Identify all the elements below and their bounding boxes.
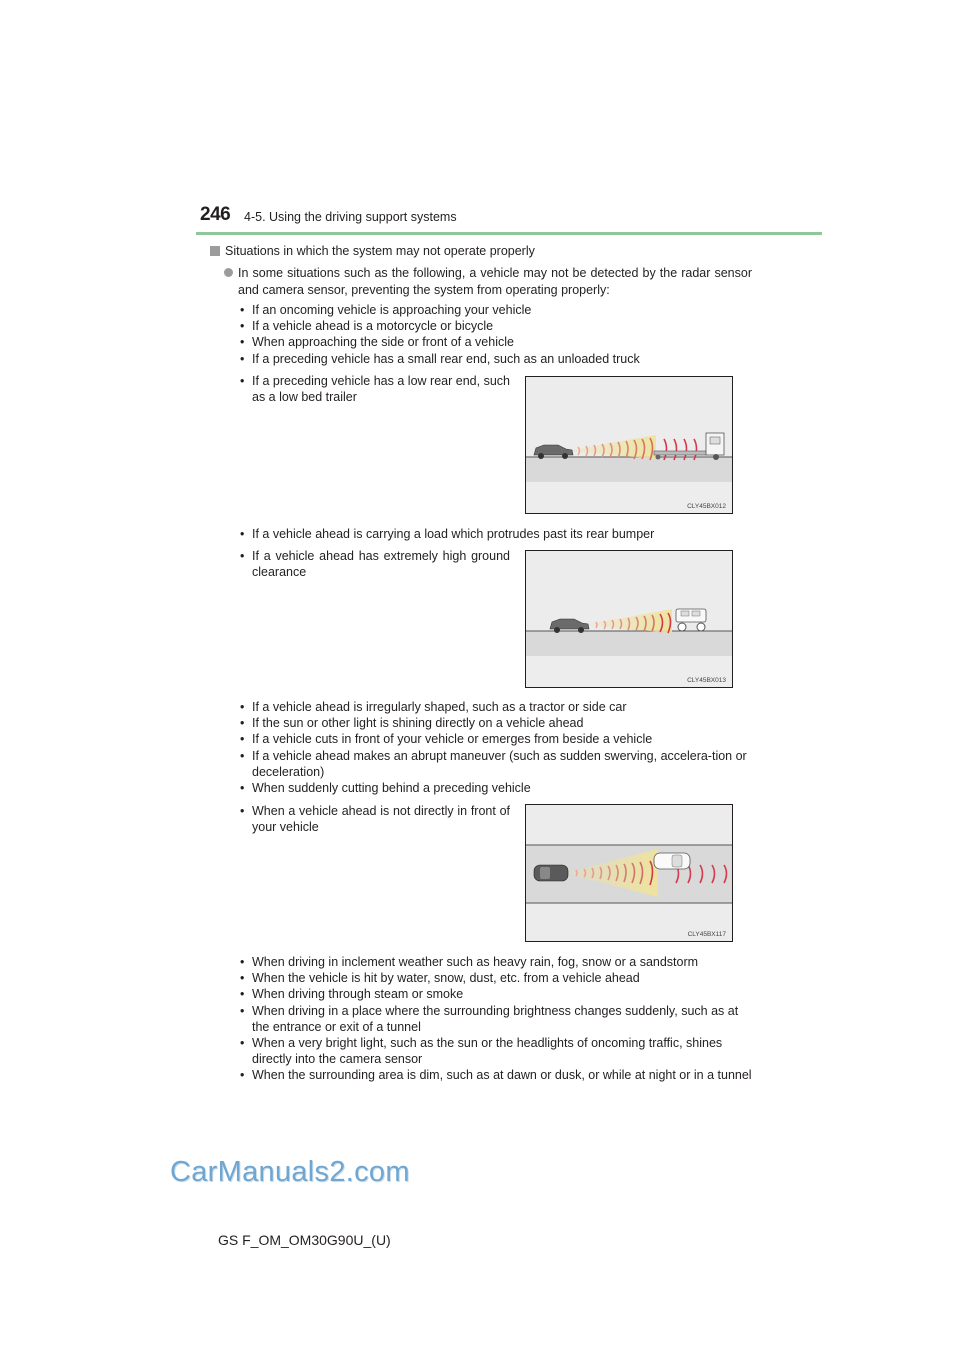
watermark-logo: CarManuals2.com bbox=[170, 1156, 410, 1188]
list-item: • If a vehicle ahead makes an abrupt maneuver (such as sudden swerving, accelera-tion or deceleration) bbox=[238, 748, 752, 780]
list-item: • If a preceding vehicle has a small rear end, such as an unloaded truck bbox=[238, 351, 752, 367]
page-number: 246 bbox=[200, 204, 231, 225]
list-item: • If a vehicle ahead is irregularly shaped, such as a tractor or side car bbox=[238, 699, 752, 715]
fig1-caption: • If a preceding vehicle has a low rear end, such as a low bed trailer bbox=[238, 373, 510, 405]
condition-list-2 bbox=[238, 526, 752, 542]
list-item: • When a very bright light, such as the sun or the headlights of oncoming traffic, shines directly into the camera sensor bbox=[238, 1035, 752, 1067]
condition-list-3 bbox=[238, 699, 752, 796]
subsection-heading-text: Situations in which the system may not operate properly bbox=[225, 244, 535, 258]
offset-vehicle-top-icon bbox=[654, 853, 690, 869]
fig1-illustration bbox=[525, 376, 733, 514]
condition-list-1 bbox=[238, 302, 752, 367]
list-item: • If a vehicle ahead is a motorcycle or bicycle bbox=[238, 318, 752, 334]
footer-code: GS F_OM_OM30G90U_(U) bbox=[218, 1232, 391, 1248]
header-rule bbox=[196, 232, 822, 235]
intro-text: In some situations such as the following, a vehicle may not be detected by the radar sensor and camera sensor, preventing the system from operating properly: bbox=[238, 266, 752, 297]
list-item: • When approaching the side or front of a vehicle bbox=[238, 334, 752, 350]
square-bullet-icon bbox=[210, 246, 220, 256]
list-item: • When the vehicle is hit by water, snow, dust, etc. from a vehicle ahead bbox=[238, 970, 752, 986]
fig3-code: CLY45BX117 bbox=[687, 931, 726, 938]
fig2-caption: • If a vehicle ahead has extremely high ground clearance bbox=[238, 548, 510, 580]
condition-list-4 bbox=[238, 954, 752, 1084]
offset-vehicle-scene bbox=[526, 805, 732, 941]
circle-bullet-icon bbox=[224, 268, 233, 277]
list-item: • When driving in a place where the surrounding brightness changes suddenly, such as at the entrance or exit of a tunnel bbox=[238, 1003, 752, 1035]
list-item: • If the sun or other light is shining directly on a vehicle ahead bbox=[238, 715, 752, 731]
list-item: • When the surrounding area is dim, such as at dawn or dusk, or while at night or in a tunnel bbox=[238, 1067, 752, 1083]
list-item: • When suddenly cutting behind a preceding vehicle bbox=[238, 780, 752, 796]
own-car-top-icon bbox=[534, 865, 568, 881]
low-bed-trailer-scene bbox=[526, 377, 732, 513]
section-title: 4-5. Using the driving support systems bbox=[244, 210, 457, 224]
list-item: • If a vehicle ahead is carrying a load which protrudes past its rear bumper bbox=[238, 526, 752, 542]
fig1-code: CLY45BX012 bbox=[687, 503, 726, 510]
intro-paragraph bbox=[224, 265, 752, 298]
fig2-illustration bbox=[525, 550, 733, 688]
high-clearance-scene bbox=[526, 551, 732, 687]
list-item: • If an oncoming vehicle is approaching your vehicle bbox=[238, 302, 752, 318]
fig3-illustration bbox=[525, 804, 733, 942]
list-item: • When driving through steam or smoke bbox=[238, 986, 752, 1002]
subsection-heading bbox=[210, 244, 535, 258]
fig3-caption: • When a vehicle ahead is not directly in front of your vehicle bbox=[238, 803, 510, 835]
list-item: • When driving in inclement weather such as heavy rain, fog, snow or a sandstorm bbox=[238, 954, 752, 970]
list-item: • If a vehicle cuts in front of your vehicle or emerges from beside a vehicle bbox=[238, 731, 752, 747]
fig2-code: CLY45BX013 bbox=[687, 677, 726, 684]
